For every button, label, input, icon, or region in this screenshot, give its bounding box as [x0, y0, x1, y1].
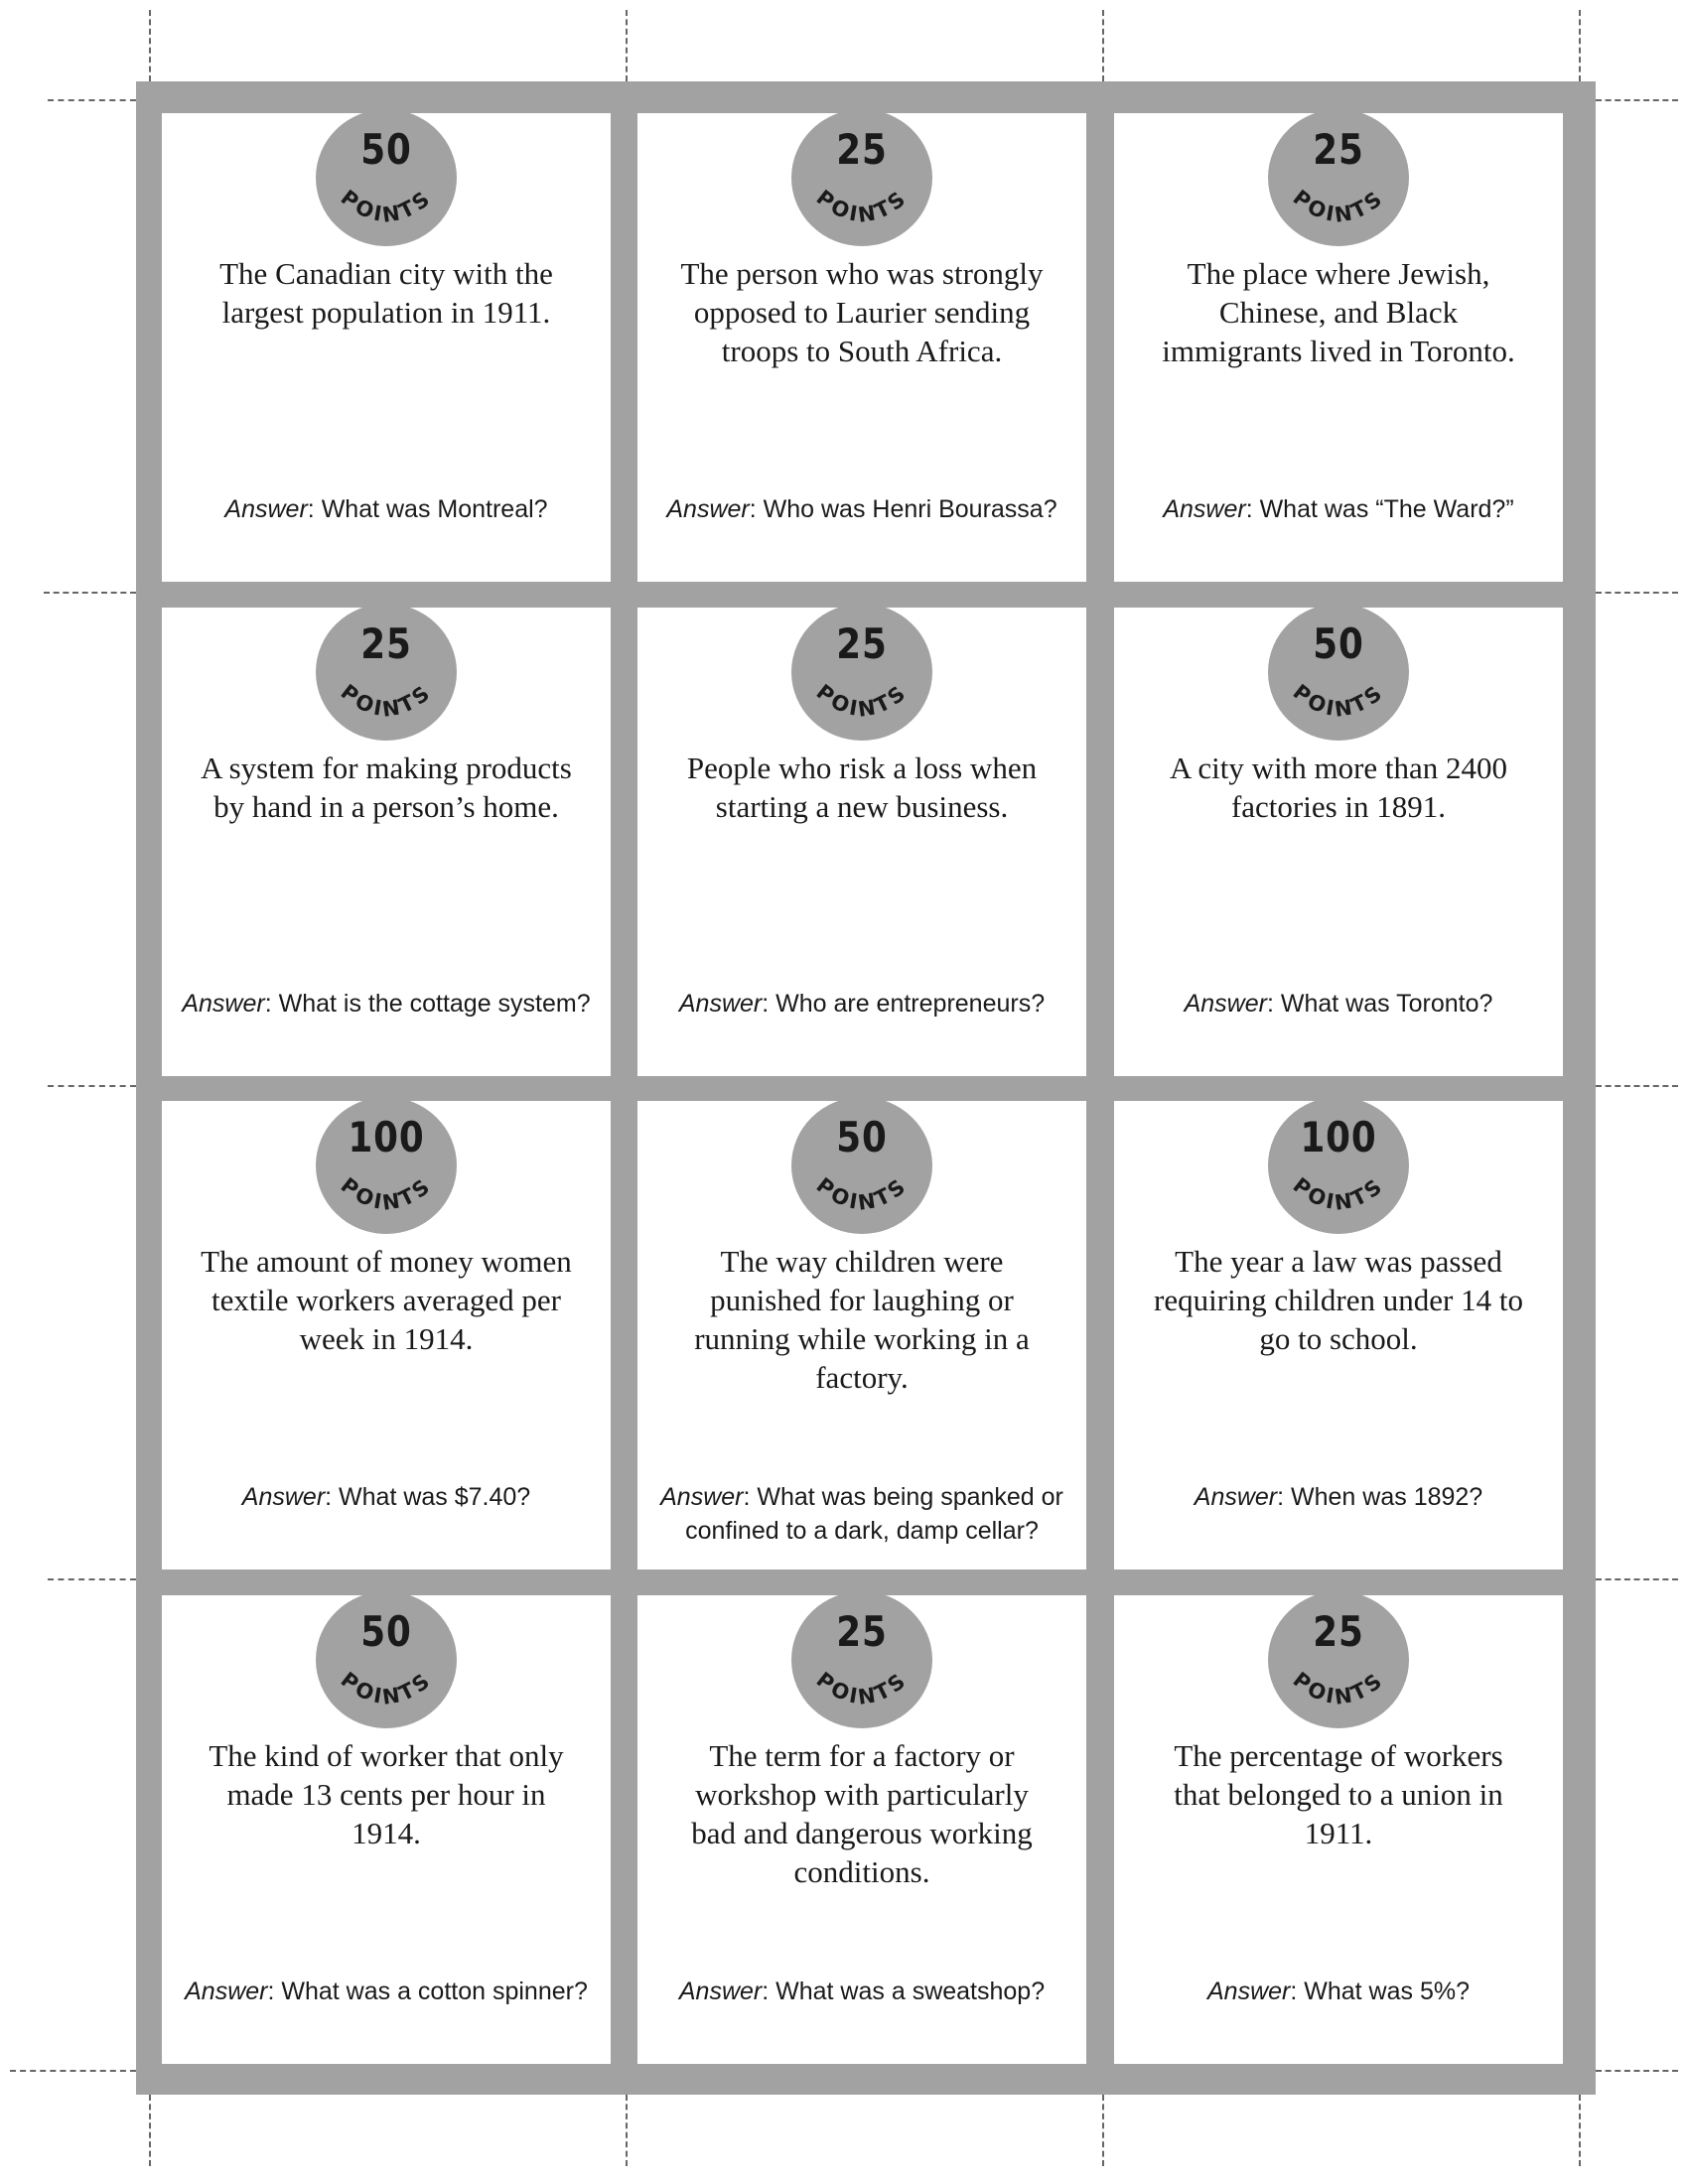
points-badge [316, 1595, 457, 1728]
points-label: POINTS [336, 1172, 437, 1215]
card-sheet [136, 81, 1596, 2095]
answer-label: Answer [241, 1483, 326, 1511]
points-value: 100 [1300, 1113, 1377, 1161]
clue-text: The place where Jewish, Chinese, and Black immigrants lived in Toronto. [1162, 256, 1515, 368]
cut-line-horizontal [44, 592, 136, 594]
points-badge [316, 608, 457, 741]
points-badge [316, 113, 457, 246]
points-badge [1268, 1101, 1409, 1234]
cut-line-vertical [1579, 2095, 1581, 2166]
answer-text [180, 492, 593, 526]
answer-value: : What was “The Ward?” [1245, 495, 1514, 523]
clue-text: People who risk a loss when starting a new business. [686, 751, 1038, 824]
answer-text [655, 1975, 1068, 2008]
clue-text: The person who was strongly opposed to Laurier sending troops to South Africa. [680, 256, 1044, 368]
points-badge [316, 1101, 457, 1234]
answer-value: : What was a sweatshop? [762, 1978, 1046, 2005]
clue-text: The amount of money women textile workers averaged per week in 1914. [201, 1244, 572, 1356]
points-value: 25 [836, 1607, 888, 1656]
points-value: 25 [1313, 125, 1364, 174]
answer-label: Answer [182, 990, 265, 1018]
clue-text: A city with more than 2400 factories in 1891. [1169, 751, 1508, 824]
cut-line-horizontal [10, 2070, 136, 2072]
answer-label: Answer [1163, 495, 1246, 523]
points-value: 25 [836, 125, 888, 174]
quiz-card [1114, 1101, 1563, 1570]
answer-label: Answer [1194, 1483, 1278, 1511]
answer-value: : What was a cotton spinner? [267, 1978, 588, 2005]
quiz-card [637, 608, 1086, 1076]
quiz-card [1114, 608, 1563, 1076]
answer-label: Answer [666, 495, 750, 523]
answer-value: : What was Montreal? [307, 495, 548, 523]
answer-text [1132, 1975, 1545, 2008]
answer-text [1132, 1480, 1545, 1514]
cut-line-horizontal [1596, 1085, 1678, 1087]
quiz-card [162, 1595, 611, 2064]
points-label: POINTS [811, 185, 913, 227]
points-label: POINTS [811, 1667, 913, 1709]
points-value: 50 [1313, 619, 1364, 668]
cut-line-horizontal [48, 1578, 136, 1580]
points-value: 25 [836, 619, 888, 668]
clue-text: The percentage of workers that belonged to a union in 1911. [1174, 1738, 1503, 1850]
answer-value: : When was 1892? [1277, 1483, 1483, 1511]
points-badge [791, 1101, 932, 1234]
answer-value: : What is the cottage system? [264, 990, 591, 1018]
answer-label: Answer [224, 495, 308, 523]
clue-text: The term for a factory or workshop with particularly bad and dangerous working conditions. [691, 1738, 1033, 1889]
points-value: 50 [836, 1113, 888, 1161]
cut-line-horizontal [48, 99, 136, 101]
cut-line-horizontal [1596, 1578, 1678, 1580]
points-label: POINTS [1288, 1172, 1389, 1215]
answer-text [180, 1975, 593, 2008]
clue-text: The Canadian city with the largest population in 1911. [219, 256, 553, 330]
points-value: 25 [360, 619, 412, 668]
points-label: POINTS [1288, 679, 1389, 722]
points-label: POINTS [811, 679, 913, 722]
points-badge [1268, 113, 1409, 246]
quiz-card [1114, 1595, 1563, 2064]
points-badge [1268, 1595, 1409, 1728]
quiz-card [162, 1101, 611, 1570]
cut-line-vertical [1102, 10, 1104, 81]
cut-line-horizontal [48, 1085, 136, 1087]
answer-text [655, 492, 1068, 526]
cut-line-vertical [1102, 2095, 1104, 2166]
answer-label: Answer [660, 1483, 744, 1511]
cut-line-vertical [626, 2095, 628, 2166]
points-badge [791, 113, 932, 246]
quiz-card [637, 1595, 1086, 2064]
cut-line-horizontal [1596, 99, 1678, 101]
cut-line-vertical [626, 10, 628, 81]
answer-label: Answer [678, 1978, 763, 2005]
answer-value: : Who was Henri Bourassa? [749, 495, 1057, 523]
quiz-card [637, 113, 1086, 582]
cut-line-vertical [149, 10, 151, 81]
answer-text [180, 1480, 593, 1514]
quiz-card [162, 113, 611, 582]
answer-value: : What was 5%? [1290, 1978, 1470, 2005]
answer-value: : Who are entrepreneurs? [762, 990, 1046, 1018]
cut-line-vertical [1579, 10, 1581, 81]
points-label: POINTS [336, 1667, 437, 1709]
points-badge [1268, 608, 1409, 741]
answer-label: Answer [1184, 990, 1267, 1018]
clue-text: The year a law was passed requiring children under 14 to go to school. [1154, 1244, 1523, 1356]
answer-label: Answer [185, 1978, 268, 2005]
cut-line-vertical [149, 2095, 151, 2166]
answer-value: : What was $7.40? [325, 1483, 531, 1511]
cut-line-horizontal [1596, 2070, 1678, 2072]
points-label: POINTS [1288, 1667, 1389, 1709]
answer-text [1132, 987, 1545, 1021]
clue-text: The way children were punished for laughing or running while working in a factory. [694, 1244, 1030, 1395]
answer-text [1132, 492, 1545, 526]
points-label: POINTS [1288, 185, 1389, 227]
points-badge [791, 608, 932, 741]
answer-value: : What was Toronto? [1266, 990, 1493, 1018]
quiz-card [637, 1101, 1086, 1570]
clue-text: A system for making products by hand in a person’s home. [201, 751, 572, 824]
answer-label: Answer [1206, 1978, 1291, 2005]
cut-line-horizontal [1596, 592, 1678, 594]
points-value: 50 [360, 125, 412, 174]
points-label: POINTS [811, 1172, 913, 1215]
points-value: 100 [348, 1113, 425, 1161]
quiz-card [1114, 113, 1563, 582]
answer-label: Answer [678, 990, 763, 1018]
points-label: POINTS [336, 679, 437, 722]
points-value: 50 [360, 1607, 412, 1656]
answer-text [180, 987, 593, 1021]
points-value: 25 [1313, 1607, 1364, 1656]
answer-text [655, 1480, 1068, 1548]
answer-text [655, 987, 1068, 1021]
clue-text: The kind of worker that only made 13 cents per hour in 1914. [209, 1738, 564, 1850]
points-label: POINTS [336, 185, 437, 227]
points-badge [791, 1595, 932, 1728]
answer-value: : What was being spanked or confined to a dark, damp cellar? [685, 1483, 1063, 1545]
quiz-card [162, 608, 611, 1076]
